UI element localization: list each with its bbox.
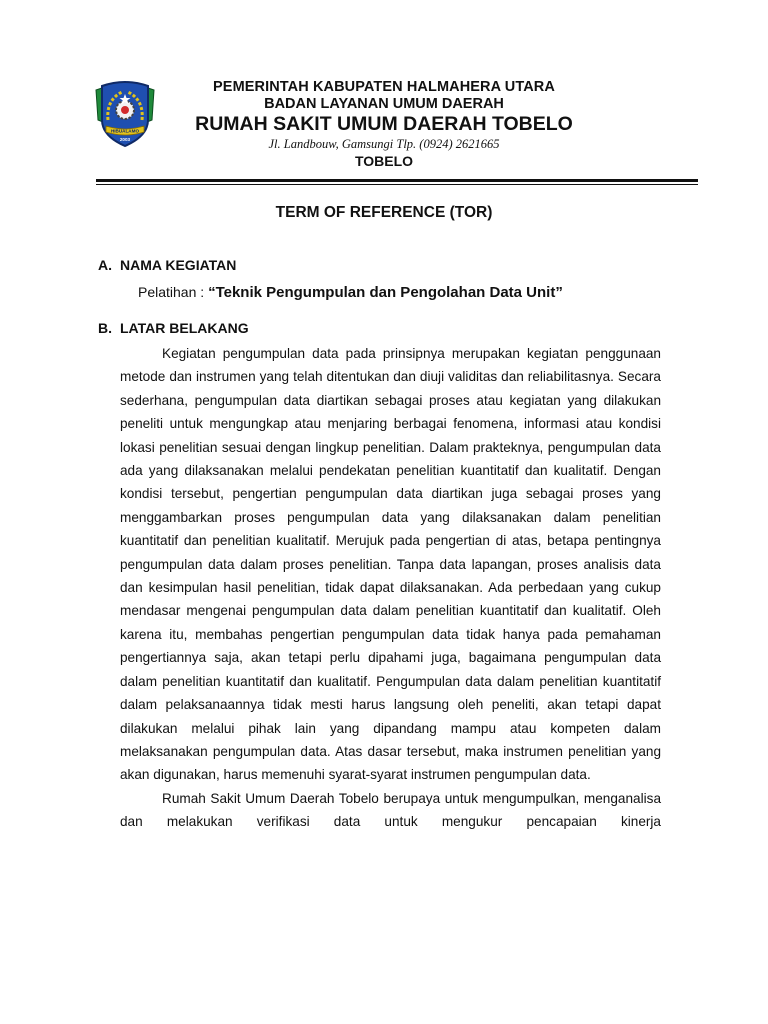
section-number: B. (98, 320, 112, 336)
section-heading-b (98, 319, 249, 337)
section-title: LATAR BELAKANG (120, 320, 249, 336)
letterhead (0, 0, 768, 195)
logo-ribbon-text: HIBUALAMO (110, 128, 140, 134)
agency-name: BADAN LAYANAN UMUM DAERAH (264, 96, 504, 112)
section-heading-a (98, 256, 236, 274)
section-title: NAMA KEGIATAN (120, 257, 237, 273)
hospital-city: TOBELO (354, 153, 414, 169)
document-title: TERM OF REFERENCE (TOR) (275, 204, 493, 221)
background-paragraphs (120, 342, 661, 834)
hospital-name: RUMAH SAKIT UMUM DAERAH TOBELO (195, 113, 573, 135)
letterhead-text-block (160, 78, 608, 170)
activity-line (138, 282, 563, 303)
hospital-address: Jl. Landbouw, Gamsungi Tlp. (0924) 2621665 (268, 137, 500, 151)
regency-emblem-logo (92, 80, 158, 150)
activity-prefix: Pelatihan : (138, 284, 209, 300)
logo-year-text: 2003 (119, 137, 131, 142)
section-number: A. (98, 257, 112, 273)
letterhead-divider-thick (96, 179, 698, 182)
paragraph: Kegiatan pengumpulan data pada prinsipnya merupakan kegiatan penggunaan metode dan instrumen yang telah ditentukan dan diuji validitas dan reliabilitasnya. Secara sederhana, pengumpulan data diartikan sebagai proses atau kegiatan yang dilakukan peneliti untuk mengungkap atau menjaring berbagai fenomena, informasi atau kondisi lokasi penelitian sesuai dengan lingkup penelitian. Dalam prakteknya, pengumpulan data ada yang dilaksanakan melalui pendekatan penelitian kuantitatif dan kualitatif. Dengan kondisi tersebut, pengertian pengumpulan data diartikan juga sebagai proses yang menggambarkan proses pengumpulan data yang dilaksanakan dalam penelitian kuantitatif dan penelitian kualitatif. Merujuk pada pengertian di atas, betapa pentingnya pengumpulan data dalam proses penelitian. Tanpa data lapangan, proses analisis data dan kesimpulan hasil penelitian, tidak dapat dilaksanakan. Ada perbedaan yang cukup mendasar mengenai pengumpulan data dalam penelitian kuantitatif dan kualitatif. Oleh karena itu, membahas pengertian pengumpulan data tidak hanya pada pemahaman pengertiannya saja, akan tetapi perlu dipahami juga, bagaimana pengumpulan data dalam penelitian kuantitatif dan kualitatif. Pengumpulan data dalam penelitian kuantitatif dalam pelaksanaannya tidak mesti harus langsung oleh peneliti, akan tetapi dapat dilakukan melalui pihak lain yang dipandang mampu atau kompeten dalam melaksanakan pengumpulan data. Atas dasar tersebut, maka instrumen penelitian yang akan digunakan, harus memenuhi syarat-syarat instrumen pengumpulan data. (120, 346, 661, 783)
letterhead-divider-thin (96, 184, 698, 185)
paragraph: Rumah Sakit Umum Daerah Tobelo berupaya untuk mengumpulkan, menganalisa dan melakukan verifikasi data untuk mengukur pencapaian kinerja (120, 790, 661, 830)
activity-title: “Teknik Pengumpulan dan Pengolahan Data Unit” (208, 284, 563, 301)
government-name: PEMERINTAH KABUPATEN HALMAHERA UTARA (213, 79, 555, 95)
